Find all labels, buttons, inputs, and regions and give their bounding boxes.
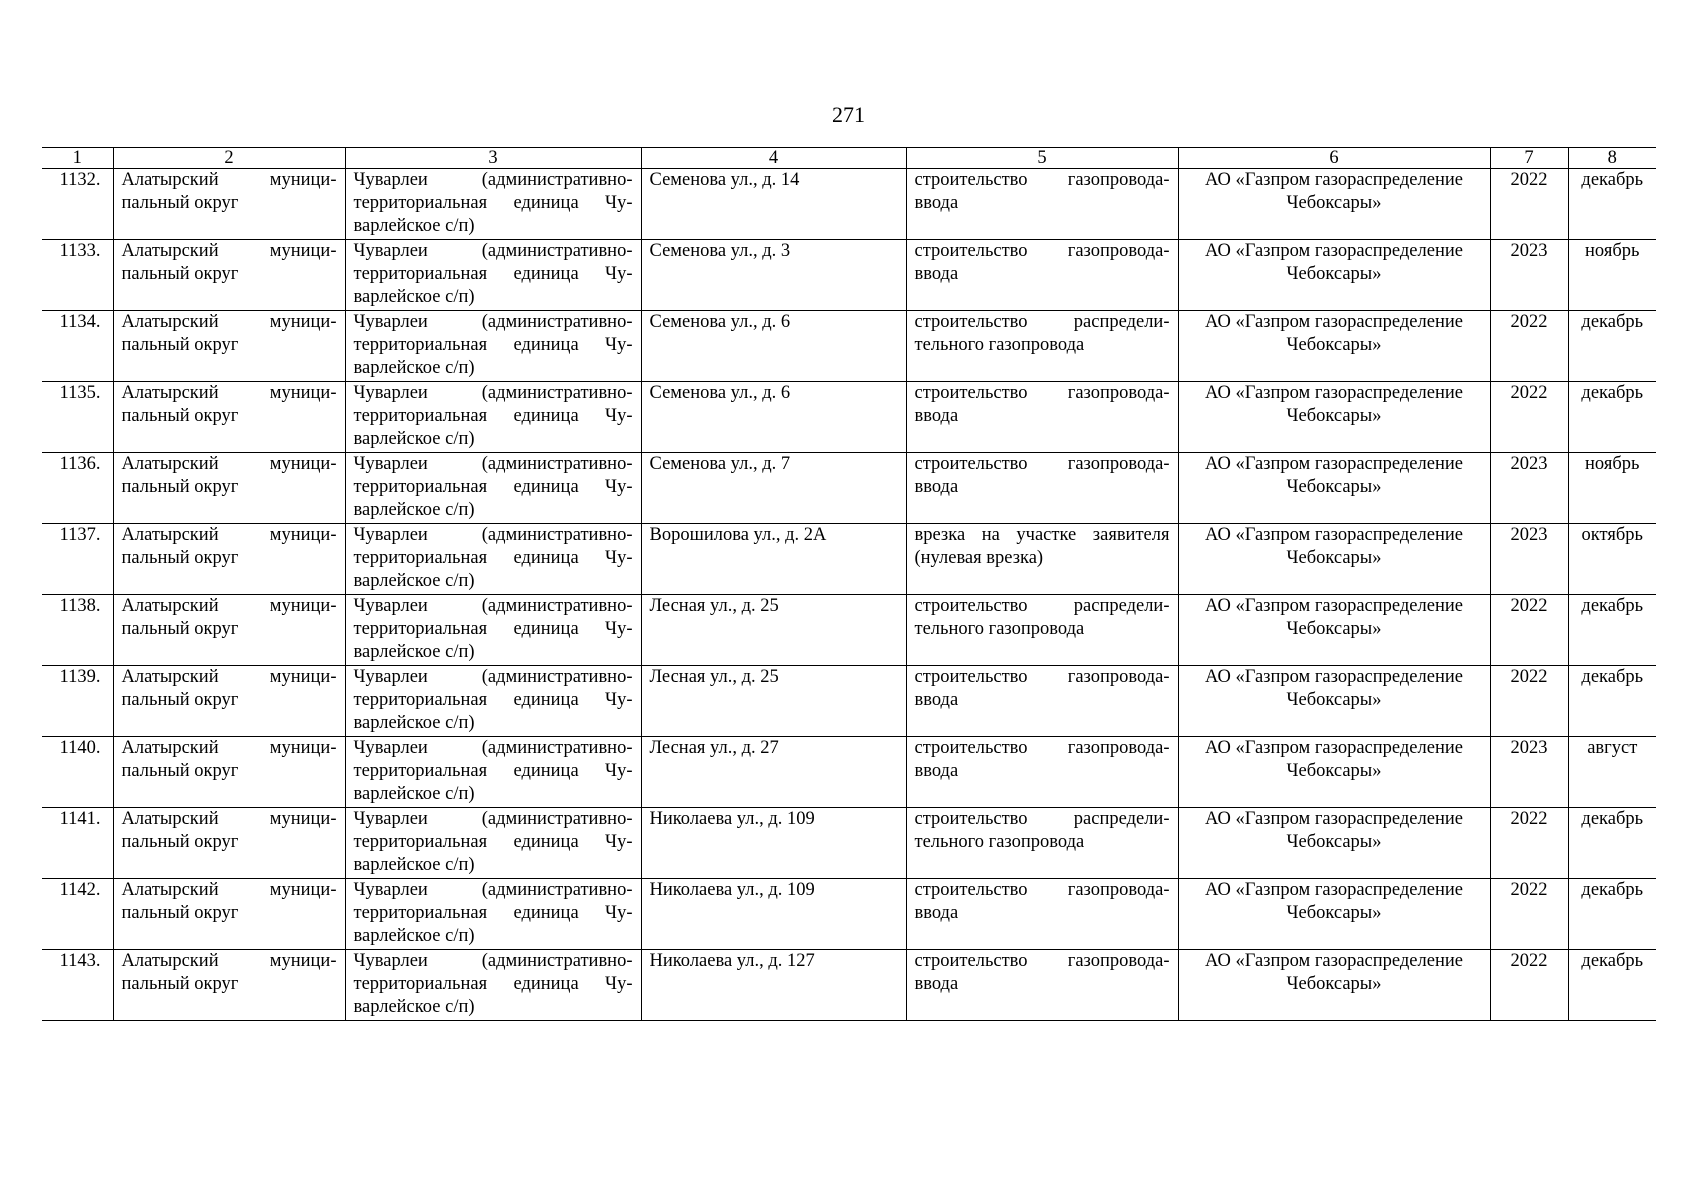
month-cell: декабрь [1568, 382, 1656, 453]
settlement-cell: Чуварлеи (административно-территориальная единица Чуварлейское с/п) [345, 737, 641, 808]
work-type-cell: строительство газопровода-ввода [906, 737, 1178, 808]
settlement-cell: Чуварлеи (административно-территориальная единица Чуварлейское с/п) [345, 666, 641, 737]
year-cell: 2022 [1490, 808, 1568, 879]
column-header: 5 [906, 148, 1178, 169]
column-header: 3 [345, 148, 641, 169]
settlement-cell: Чуварлеи (административно-территориальная единица Чуварлейское с/п) [345, 879, 641, 950]
row-number-cell: 1142. [42, 879, 113, 950]
month-cell: октябрь [1568, 524, 1656, 595]
work-type-cell: строительство газопровода-ввода [906, 666, 1178, 737]
organization-cell: АО «Газпром газораспределение Чебоксары» [1178, 737, 1490, 808]
district-cell: Алатырский муниципальный округ [113, 311, 345, 382]
table-row [42, 311, 1656, 382]
header-row [42, 148, 1656, 169]
row-number-cell: 1134. [42, 311, 113, 382]
column-header: 7 [1490, 148, 1568, 169]
district-cell: Алатырский муниципальный округ [113, 453, 345, 524]
month-cell: декабрь [1568, 950, 1656, 1021]
organization-cell: АО «Газпром газораспределение Чебоксары» [1178, 524, 1490, 595]
work-type-cell: строительство газопровода-ввода [906, 453, 1178, 524]
month-cell: декабрь [1568, 879, 1656, 950]
page-number: 271 [832, 102, 865, 127]
column-header: 1 [42, 148, 113, 169]
district-cell: Алатырский муниципальный округ [113, 240, 345, 311]
work-type-cell: строительство распределительного газопровода [906, 595, 1178, 666]
column-header: 6 [1178, 148, 1490, 169]
year-cell: 2022 [1490, 382, 1568, 453]
address-cell: Лесная ул., д. 25 [641, 666, 906, 737]
month-cell: декабрь [1568, 311, 1656, 382]
address-cell: Семенова ул., д. 7 [641, 453, 906, 524]
work-type-cell: строительство распределительного газопровода [906, 311, 1178, 382]
row-number-cell: 1140. [42, 737, 113, 808]
district-cell: Алатырский муниципальный округ [113, 737, 345, 808]
row-number-cell: 1135. [42, 382, 113, 453]
table-header [42, 148, 1656, 169]
table-row [42, 169, 1656, 240]
month-cell: декабрь [1568, 808, 1656, 879]
table-row [42, 453, 1656, 524]
month-cell: декабрь [1568, 595, 1656, 666]
row-number-cell: 1133. [42, 240, 113, 311]
address-cell: Семенова ул., д. 6 [641, 311, 906, 382]
month-cell: август [1568, 737, 1656, 808]
district-cell: Алатырский муниципальный округ [113, 169, 345, 240]
work-type-cell: строительство газопровода-ввода [906, 382, 1178, 453]
year-cell: 2022 [1490, 169, 1568, 240]
work-type-cell: строительство распределительного газопровода [906, 808, 1178, 879]
year-cell: 2022 [1490, 666, 1568, 737]
district-cell: Алатырский муниципальный округ [113, 950, 345, 1021]
work-type-cell: строительство газопровода-ввода [906, 169, 1178, 240]
column-header: 4 [641, 148, 906, 169]
organization-cell: АО «Газпром газораспределение Чебоксары» [1178, 808, 1490, 879]
month-cell: декабрь [1568, 169, 1656, 240]
work-type-cell: врезка на участке заявителя (нулевая врезка) [906, 524, 1178, 595]
organization-cell: АО «Газпром газораспределение Чебоксары» [1178, 382, 1490, 453]
table-body [42, 169, 1656, 1021]
year-cell: 2022 [1490, 879, 1568, 950]
organization-cell: АО «Газпром газораспределение Чебоксары» [1178, 950, 1490, 1021]
organization-cell: АО «Газпром газораспределение Чебоксары» [1178, 595, 1490, 666]
address-cell: Николаева ул., д. 109 [641, 808, 906, 879]
district-cell: Алатырский муниципальный округ [113, 808, 345, 879]
organization-cell: АО «Газпром газораспределение Чебоксары» [1178, 169, 1490, 240]
address-cell: Семенова ул., д. 14 [641, 169, 906, 240]
year-cell: 2023 [1490, 737, 1568, 808]
district-cell: Алатырский муниципальный округ [113, 666, 345, 737]
organization-cell: АО «Газпром газораспределение Чебоксары» [1178, 240, 1490, 311]
work-type-cell: строительство газопровода-ввода [906, 950, 1178, 1021]
registry-table [42, 147, 1656, 1021]
district-cell: Алатырский муниципальный округ [113, 595, 345, 666]
address-cell: Семенова ул., д. 6 [641, 382, 906, 453]
table-row [42, 666, 1656, 737]
column-header: 2 [113, 148, 345, 169]
settlement-cell: Чуварлеи (административно-территориальная единица Чуварлейское с/п) [345, 311, 641, 382]
organization-cell: АО «Газпром газораспределение Чебоксары» [1178, 453, 1490, 524]
row-number-cell: 1138. [42, 595, 113, 666]
row-number-cell: 1143. [42, 950, 113, 1021]
district-cell: Алатырский муниципальный округ [113, 382, 345, 453]
settlement-cell: Чуварлеи (административно-территориальная единица Чуварлейское с/п) [345, 808, 641, 879]
month-cell: декабрь [1568, 666, 1656, 737]
organization-cell: АО «Газпром газораспределение Чебоксары» [1178, 879, 1490, 950]
organization-cell: АО «Газпром газораспределение Чебоксары» [1178, 666, 1490, 737]
address-cell: Ворошилова ул., д. 2А [641, 524, 906, 595]
year-cell: 2023 [1490, 240, 1568, 311]
district-cell: Алатырский муниципальный округ [113, 524, 345, 595]
year-cell: 2022 [1490, 311, 1568, 382]
table-row [42, 737, 1656, 808]
year-cell: 2022 [1490, 595, 1568, 666]
row-number-cell: 1136. [42, 453, 113, 524]
address-cell: Лесная ул., д. 25 [641, 595, 906, 666]
settlement-cell: Чуварлеи (административно-территориальная единица Чуварлейское с/п) [345, 453, 641, 524]
settlement-cell: Чуварлеи (административно-территориальная единица Чуварлейское с/п) [345, 169, 641, 240]
row-number-cell: 1141. [42, 808, 113, 879]
settlement-cell: Чуварлеи (административно-территориальная единица Чуварлейское с/п) [345, 950, 641, 1021]
table-row [42, 595, 1656, 666]
table-row [42, 879, 1656, 950]
row-number-cell: 1137. [42, 524, 113, 595]
address-cell: Николаева ул., д. 127 [641, 950, 906, 1021]
address-cell: Николаева ул., д. 109 [641, 879, 906, 950]
table-row [42, 240, 1656, 311]
year-cell: 2023 [1490, 524, 1568, 595]
settlement-cell: Чуварлеи (административно-территориальная единица Чуварлейское с/п) [345, 240, 641, 311]
address-cell: Семенова ул., д. 3 [641, 240, 906, 311]
row-number-cell: 1139. [42, 666, 113, 737]
settlement-cell: Чуварлеи (административно-территориальная единица Чуварлейское с/п) [345, 382, 641, 453]
table-row [42, 808, 1656, 879]
district-cell: Алатырский муниципальный округ [113, 879, 345, 950]
address-cell: Лесная ул., д. 27 [641, 737, 906, 808]
year-cell: 2022 [1490, 950, 1568, 1021]
organization-cell: АО «Газпром газораспределение Чебоксары» [1178, 311, 1490, 382]
year-cell: 2023 [1490, 453, 1568, 524]
column-header: 8 [1568, 148, 1656, 169]
work-type-cell: строительство газопровода-ввода [906, 879, 1178, 950]
month-cell: ноябрь [1568, 240, 1656, 311]
table-row [42, 524, 1656, 595]
work-type-cell: строительство газопровода-ввода [906, 240, 1178, 311]
settlement-cell: Чуварлеи (административно-территориальная единица Чуварлейское с/п) [345, 524, 641, 595]
month-cell: ноябрь [1568, 453, 1656, 524]
table-row [42, 950, 1656, 1021]
table-row [42, 382, 1656, 453]
row-number-cell: 1132. [42, 169, 113, 240]
settlement-cell: Чуварлеи (административно-территориальная единица Чуварлейское с/п) [345, 595, 641, 666]
